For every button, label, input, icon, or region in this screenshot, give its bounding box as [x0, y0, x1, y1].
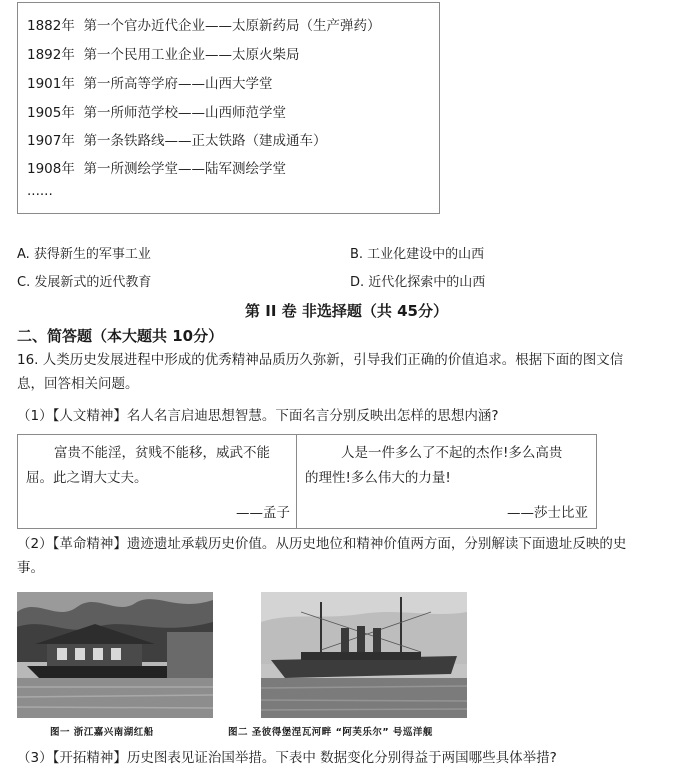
timeline-text: 第一条铁路线——正太铁路（建成通车） [83, 133, 327, 149]
question-stem [17, 348, 682, 396]
sub-question-line: （2）【革命精神】遗迹遗址承载历史价值。从历史地位和精神价值两方面，分别解读下面遗址反映的史 [17, 536, 627, 552]
timeline-item [27, 157, 286, 177]
photo-caption-1: 图一 浙江嘉兴南湖红船 [50, 727, 154, 738]
timeline-ellipsis: ...... [27, 183, 53, 199]
quote-author: ——孟子 [236, 505, 290, 521]
timeline-year: 1908年 [27, 161, 75, 177]
quote-line: 的理性!多么伟大的力量! [305, 470, 451, 486]
timeline-item [27, 101, 286, 121]
red-boat-photo [17, 592, 213, 718]
photo-caption-2: 图二 圣彼得堡涅瓦河畔 “阿芙乐尔” 号巡洋舰 [228, 727, 433, 738]
quote-line: 富贵不能淫，贫贱不能移，威武不能 [54, 445, 270, 461]
timeline-box [17, 2, 440, 214]
timeline-year: 1907年 [27, 133, 75, 149]
section-heading: 第 II 卷 非选择题（共 45分） [245, 302, 448, 320]
timeline-item [27, 129, 326, 149]
timeline-year: 1882年 [27, 18, 75, 34]
aurora-cruiser-photo [261, 592, 467, 718]
timeline-text: 第一所测绘学堂——陆军测绘学堂 [83, 161, 286, 177]
question-stem-line: 息，回答相关问题。 [17, 376, 139, 392]
option-d: D. 近代化探索中的山西 [350, 275, 486, 290]
option-a: A. 获得新生的军事工业 [17, 247, 151, 262]
timeline-item [27, 14, 380, 34]
timeline-year: 1905年 [27, 105, 75, 121]
timeline-year: 1901年 [27, 76, 75, 92]
question-stem-line: 16. 人类历史发展进程中形成的优秀精神品质历久弥新，引导我们正确的价值追求。根据下面的图文信 [17, 352, 624, 368]
timeline-item [27, 43, 299, 63]
sub-question-1: （1）【人文精神】名人名言启迪思想智慧。下面名言分别反映出怎样的思想内涵? [17, 408, 499, 424]
timeline-year: 1892年 [27, 47, 75, 63]
option-c: C. 发展新式的近代教育 [17, 275, 152, 290]
option-b: B. 工业化建设中的山西 [350, 247, 485, 262]
quote-author: ——莎士比亚 [507, 505, 588, 521]
timeline-text: 第一所高等学府——山西大学堂 [83, 76, 273, 92]
timeline-text: 第一所师范学校——山西师范学堂 [83, 105, 286, 121]
sub-question-line: 事。 [17, 560, 44, 576]
quote-box-shakespeare [296, 434, 597, 529]
quote-box-mencius [17, 434, 297, 529]
timeline-text: 第一个民用工业企业——太原火柴局 [83, 47, 300, 63]
timeline-text: 第一个官办近代企业——太原新药局（生产弹药） [83, 18, 381, 34]
sub-question-3: （3）【开拓精神】历史图表见证治国举措。下表中 数据变化分别得益于两国哪些具体举措? [17, 750, 557, 766]
timeline-item [27, 72, 272, 92]
sub-question-2 [17, 532, 682, 580]
quote-line: 人是一件多么了不起的杰作!多么高贵 [341, 445, 563, 461]
quote-line: 屈。此之谓大丈夫。 [26, 470, 148, 486]
part-heading: 二、简答题（本大题共 10分） [17, 327, 224, 345]
